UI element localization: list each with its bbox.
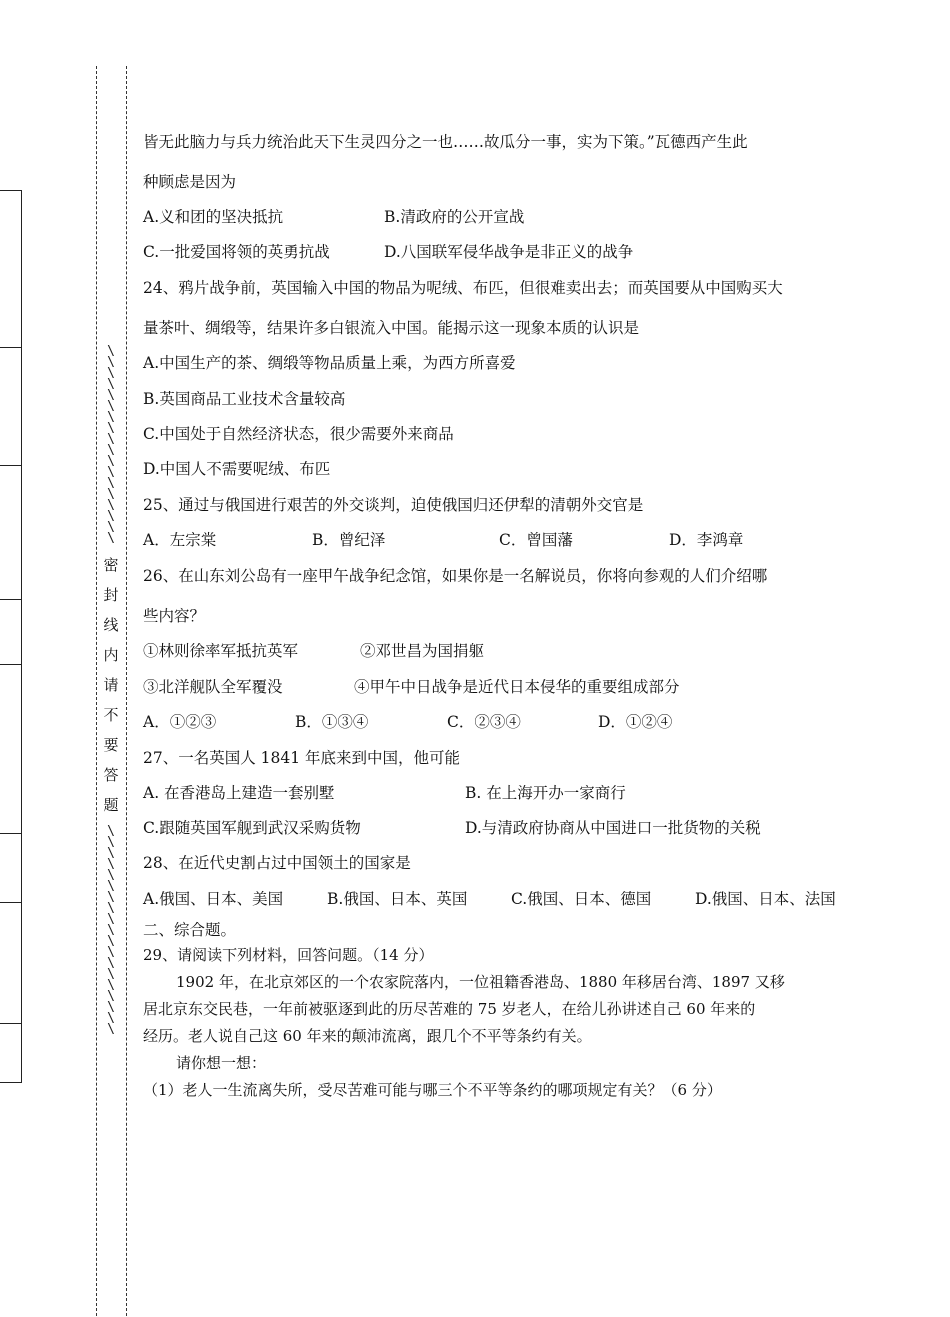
q29-prompt: 请你想一想： (176, 1054, 267, 1072)
q27-option-b: B. 在上海开办一家商行 (465, 784, 626, 802)
q29-subquestion-1: （1）老人一生流离失所，受尽苦难可能与哪三个不平等条约的哪项规定有关？（6 分） (143, 1081, 722, 1099)
q26-item-2: ②邓世昌为国捐躯 (360, 642, 485, 660)
q26-option-d: D．①②④ (598, 713, 673, 731)
q27-option-d: D.与清政府协商从中国进口一批货物的关税 (465, 819, 761, 837)
q23-option-c: C.一批爱国将领的英勇抗战 (143, 243, 330, 261)
q28-stem: 28、在近代史割占过中国领土的国家是 (143, 854, 411, 872)
q29-material-line-1: 1902 年，在北京郊区的一个农家院落内，一位祖籍香港岛、1880 年移居台湾、1897 又移 (176, 973, 785, 991)
q25-option-b: B．曾纪泽 (312, 531, 386, 549)
seal-slashes-bottom: \ \ \ \ \ \ \ \ \ \ \ \ \ \ \ \ \ \ \ (107, 824, 115, 1037)
q23-option-b: B.清政府的公开宣战 (384, 208, 525, 226)
student-info-box-3 (0, 465, 22, 600)
q29-material-line-3: 经历。老人说自己这 60 年来的颠沛流离，跟几个不平等条约有关。 (143, 1027, 592, 1045)
q28-option-d: D.俄国、日本、法国 (695, 890, 836, 908)
student-info-box-6 (0, 833, 22, 903)
q29-stem: 29、请阅读下列材料，回答问题。（14 分） (143, 946, 434, 964)
q24-option-a: A.中国生产的茶、绸缎等物品质量上乘，为西方所喜爱 (143, 354, 516, 372)
q26-option-c: C．②③④ (447, 713, 521, 731)
q29-material-line-2: 居北京东交民巷，一年前被驱逐到此的历尽苦难的 75 岁老人，在给儿孙讲述自己 60 年来的 (143, 1000, 756, 1018)
q26-item-1: ①林则徐率军抵抗英军 (143, 642, 299, 660)
student-info-box-4 (0, 599, 22, 665)
seal-line-notice (102, 346, 120, 1035)
q23-stem-line-2: 种顾虑是因为 (143, 173, 237, 191)
q26-stem-line-1: 26、在山东刘公岛有一座甲午战争纪念馆，如果你是一名解说员，你将向参观的人们介绍哪 (143, 567, 768, 585)
seal-char: 要 (103, 736, 119, 754)
q26-stem-line-2: 些内容？ (143, 607, 206, 625)
q27-option-a: A. 在香港岛上建造一套别墅 (143, 784, 335, 802)
seal-char: 密 (103, 556, 119, 574)
seal-char: 请 (103, 676, 119, 694)
seal-char: 线 (103, 616, 119, 634)
student-info-box-8 (0, 1023, 22, 1083)
q23-option-a: A.义和团的坚决抵抗 (143, 208, 284, 226)
student-info-box-2 (0, 347, 22, 466)
section-2-title: 二、综合题。 (143, 921, 237, 939)
q24-stem-line-1: 24、鸦片战争前，英国输入中国的物品为呢绒、布匹，但很难卖出去；而英国要从中国购买大 (143, 279, 783, 297)
student-info-box-1 (0, 190, 22, 348)
q24-option-d: D.中国人不需要呢绒、布匹 (143, 460, 331, 478)
q26-item-4: ④甲午中日战争是近代日本侵华的重要组成部分 (354, 678, 680, 696)
binding-dashed-line-inner (126, 66, 127, 1316)
q26-item-3: ③北洋舰队全军覆没 (143, 678, 283, 696)
student-info-box-7 (0, 902, 22, 1024)
q26-option-b: B．①③④ (295, 713, 369, 731)
seal-char: 题 (103, 796, 119, 814)
q25-option-c: C．曾国藩 (499, 531, 573, 549)
q27-stem: 27、一名英国人 1841 年底来到中国，他可能 (143, 749, 461, 767)
seal-text (103, 550, 118, 820)
seal-char: 封 (103, 586, 119, 604)
q25-stem: 25、通过与俄国进行艰苦的外交谈判，迫使俄国归还伊犁的清朝外交官是 (143, 496, 644, 514)
q23-option-d: D.八国联军侵华战争是非正义的战争 (384, 243, 634, 261)
q25-option-a: A．左宗棠 (143, 531, 217, 549)
binding-dashed-line-outer (96, 66, 97, 1316)
q24-stem-line-2: 量茶叶、绸缎等，结果许多白银流入中国。能揭示这一现象本质的认识是 (143, 319, 640, 337)
q24-option-b: B.英国商品工业技术含量较高 (143, 390, 346, 408)
q27-option-c: C.跟随英国军舰到武汉采购货物 (143, 819, 361, 837)
q28-option-a: A.俄国、日本、美国 (143, 890, 284, 908)
student-info-box-5 (0, 664, 22, 834)
q24-option-c: C.中国处于自然经济状态，很少需要外来商品 (143, 425, 454, 443)
q28-option-b: B.俄国、日本、英国 (327, 890, 468, 908)
q25-option-d: D．李鸿章 (669, 531, 744, 549)
seal-char: 内 (103, 646, 119, 664)
seal-slashes-top: \ \ \ \ \ \ \ \ \ \ \ \ \ \ \ \ \ \ (107, 344, 115, 546)
q23-stem-line-1: 皆无此脑力与兵力统治此天下生灵四分之一也……故瓜分一事，实为下策。”瓦德西产生此 (143, 133, 748, 151)
q28-option-c: C.俄国、日本、德国 (511, 890, 652, 908)
q26-option-a: A．①②③ (143, 713, 217, 731)
seal-char: 不 (103, 706, 119, 724)
seal-char: 答 (103, 766, 119, 784)
